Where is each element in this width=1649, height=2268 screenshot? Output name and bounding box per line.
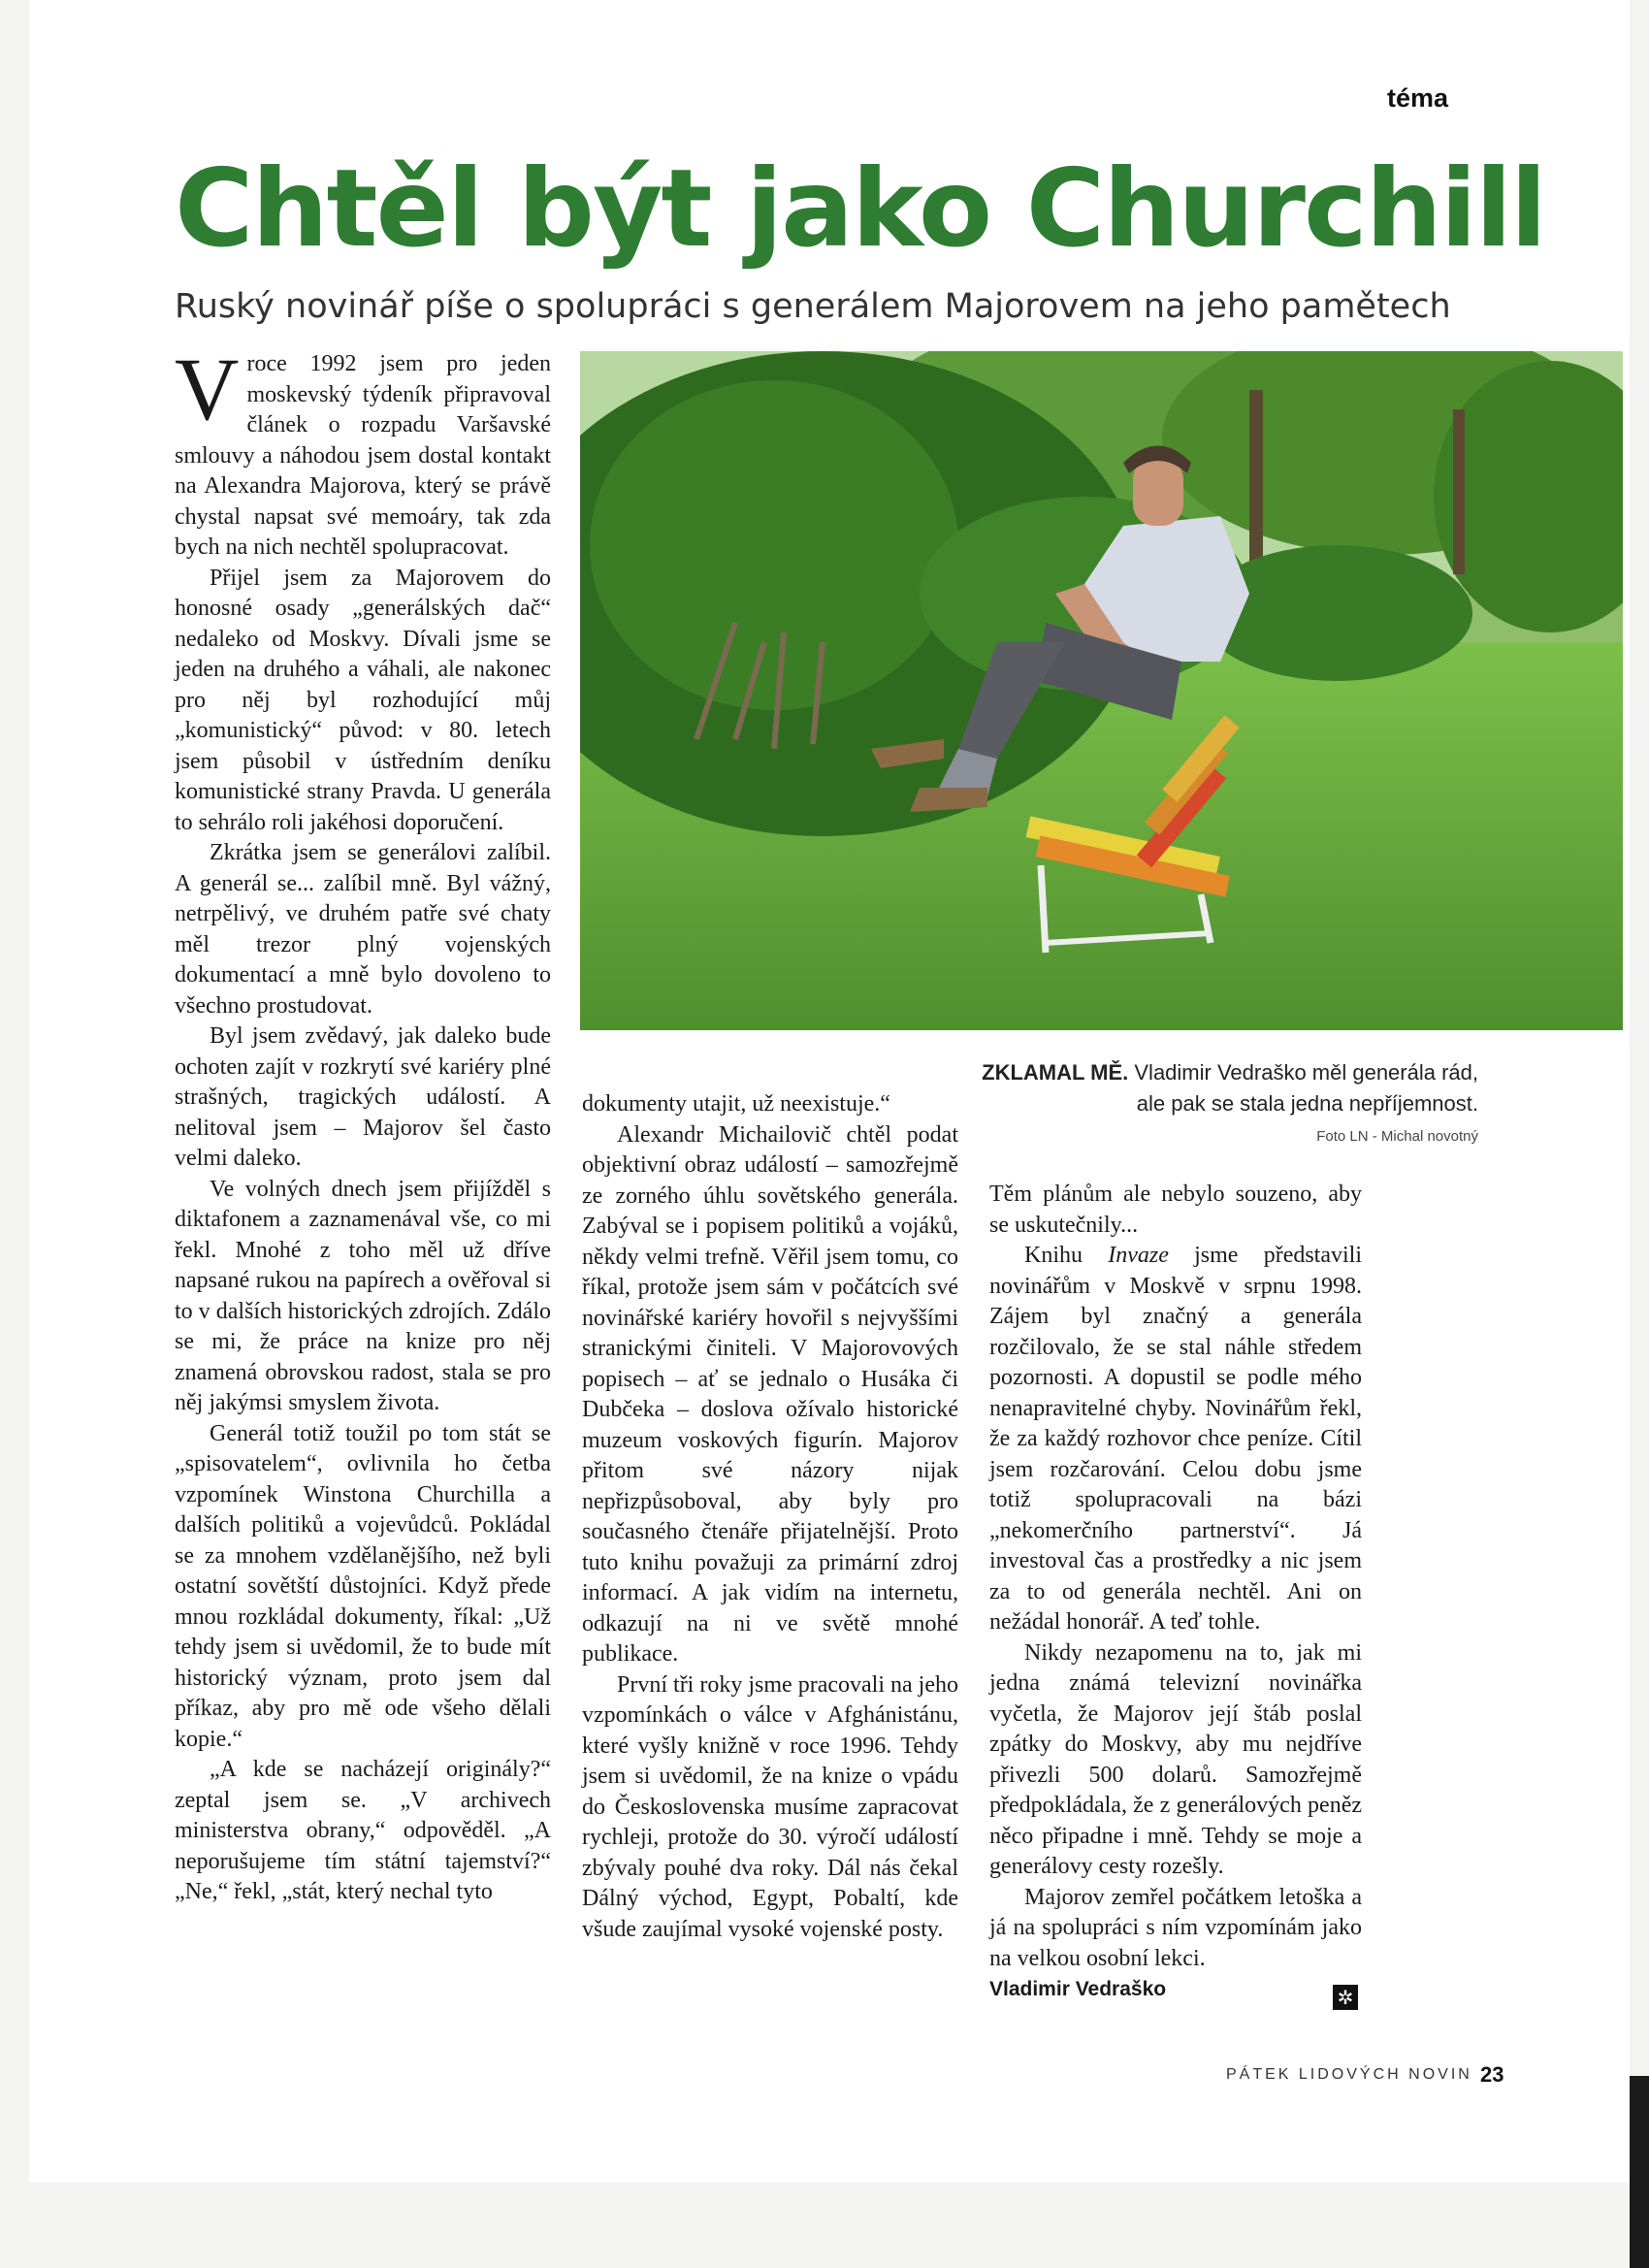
- paragraph: dokumenty utajit, už neexistuje.“: [582, 1091, 890, 1117]
- paragraph: Nikdy nezapomenu na to, jak mi jedna známá televizní novinářka vyčetla, že Majorov její štáb poslal zpátky do Moskvy, aby mu nejdříve přivezli 500 dolarů. Samozřejmě předpokládala, že z generálových peněz něco připadne i mně. Tehdy se moje a generálovy cesty rozešly.: [989, 1639, 1362, 1879]
- paragraph: Těm plánům ale nebylo souzeno, aby se uskutečnily...: [989, 1182, 1362, 1238]
- scan-edge: [1630, 2076, 1649, 2268]
- paragraph: Ve volných dnech jsem přijížděl s diktafonem a zaznamenával vše, co mi řekl. Mnohé z toho měl už dříve napsané rukou na papírech a ověřoval si to v dalších historických zdrojích. Zdálo se mi, že práce na knize pro něj znamená obrovskou radost, stala se pro něj jakýmsi smyslem života.: [175, 1176, 551, 1415]
- photo-credit: Foto LN - Michal novotný: [1316, 1128, 1478, 1145]
- article-column-1: [175, 340, 551, 1908]
- paragraph: První tři roky jsme pracovali na jeho vzpomínkách o válce v Afghánistánu, které vyšly knižně v roce 1996. Tehdy jsem si uvědomil, že na knize o vpádu do Československa musíme zapracovat rychleji, protože do 30. výročí událostí zbývaly pouhé dva roky. Dál nás čekal Dálný východ, Egypt, Pobaltí, kde všude zaujímal vysoké vojenské posty.: [582, 1671, 958, 1942]
- publication-name: PÁTEK LIDOVÝCH NOVIN: [1226, 2066, 1472, 2083]
- author-name: Vladimir Vedraško: [989, 1978, 1167, 2000]
- paragraph: Zkrátka jsem se generálovi zalíbil. A generál se... zalíbil mně. Byl vážný, netrpělivý, ve druhém patře své chaty měl trezor plný vojenských dokumentací a mně bylo dovoleno to všechno prostudovat.: [175, 840, 551, 1019]
- paragraph: „A kde se nacházejí originály?“ zeptal jsem se. „V archivech ministerstva obrany,“ odpověděl. „A neporušujeme tím státní tajemství?“ „Ne,“ řekl, „stát, který nechal tyto: [175, 1757, 551, 1904]
- subheadline: Ruský novinář píše o spolupráci s generálem Majorovem na jeho pamětech: [175, 287, 1451, 326]
- paragraph: Knihu Invaze jsme představili novinářům v Moskvě v srpnu 1998. Zájem byl značný a generála rozčilovalo, že se stal náhle středem pozornosti. A dopustil se podle mého nenapravitelné chyby. Novinářům řekl, že za každý rozhovor chce peníze. Cítil jsem rozčarování. Celou dobu jsme totiž spolupracovali na bázi „nekomerčního partnerství“. Já investoval čas a prostředky a nic jsem za to od generála nechtěl. Ani on nežádal honorář. A teď tohle.: [989, 1243, 1363, 1635]
- page-number: 23: [1480, 2062, 1504, 2087]
- headline: Chtěl být jako Churchill: [175, 146, 1545, 272]
- paragraph: Generál totiž toužil po tom stát se „spisovatelem“, ovlivnila ho četba vzpomínek Winstona Churchilla a dalších politiků a vojevůdců. Pokládal se za mnohem vzdělanějšího, než byli ostatní sovětští důstojníci. Když přede mnou rozkládal dokumenty, říkal: „Už tehdy jsem si uvědomil, že to bude mít historický význam, proto jsem dal příkaz, aby pro mě ode všeho dělali kopie.“: [175, 1420, 551, 1752]
- article-photo: [580, 351, 1623, 1030]
- end-mark-icon: ✲: [1333, 1985, 1358, 2010]
- photo-caption: [951, 1057, 1478, 1119]
- article-column-3: [989, 1180, 1362, 2005]
- section-label: téma: [1387, 83, 1449, 113]
- paragraph: Alexandr Michailovič chtěl podat objektivní obraz událostí – samozřejmě ze zorného úhlu sovětského generála. Zabýval se i popisem politiků a vojáků, někdy velmi trefně. Věřil jsem tomu, co říkal, protože jsem sám v počátcích své novinářské kariéry hovořil s nejvyššími stranickými činiteli. V Majorovových popisech – ať se jednalo o Husáka či Dubčeka – doslova ožívalo historické muzeum voskových figurín. Majorov přitom své názory nijak nepřizpůsoboval, aby byly pro současného čtenáře přijatelnější. Proto tuto knihu považuji za primární zdroj informací. A jak vidím na internetu, odkazují na ni ve světě mnohé publikace.: [582, 1121, 958, 1667]
- caption-lead: ZKLAMAL MĚ.: [982, 1060, 1129, 1085]
- article-column-2: [582, 1089, 958, 1945]
- paragraph: Majorov zemřel počátkem letoška a já na spolupráci s ním vzpomínám jako na velkou osobní lekci.: [989, 1884, 1362, 1971]
- drop-cap: V: [175, 340, 240, 438]
- book-title: Invaze: [1108, 1243, 1169, 1268]
- photo-illustration: [580, 351, 1623, 1030]
- paragraph: Byl jsem zvědavý, jak daleko bude ochoten zajít v rozkrytí své kariéry plné strašných, tragických událostí. A nelitoval jsem – Majorov šel často velmi daleko.: [175, 1023, 551, 1171]
- author-line: [989, 1974, 1362, 2005]
- paragraph: Vroce 1992 jsem pro jeden moskevský týdeník připravoval článek o rozpadu Varšavské smlouvy a náhodou jsem dostal kontakt na Alexandra Majorova, který se právě chystal napsat své memoáry, tak zda bych na nich nechtěl spolupracovat.: [175, 340, 551, 560]
- paragraph: Přijel jsem za Majorovem do honosné osady „generálských dač“ nedaleko od Moskvy. Dívali jsme se jeden na druhého a váhali, ale nakonec pro něj byl rozhodující můj „komunistický“ původ: v 80. letech jsem působil v ústředním deníku komunistické strany Pravda. U generála to sehrálo roli jakéhosi doporučení.: [175, 565, 551, 835]
- caption-text: Vladimir Vedraško měl generála rád, ale pak se stala jedna nepříjemnost.: [1128, 1060, 1478, 1116]
